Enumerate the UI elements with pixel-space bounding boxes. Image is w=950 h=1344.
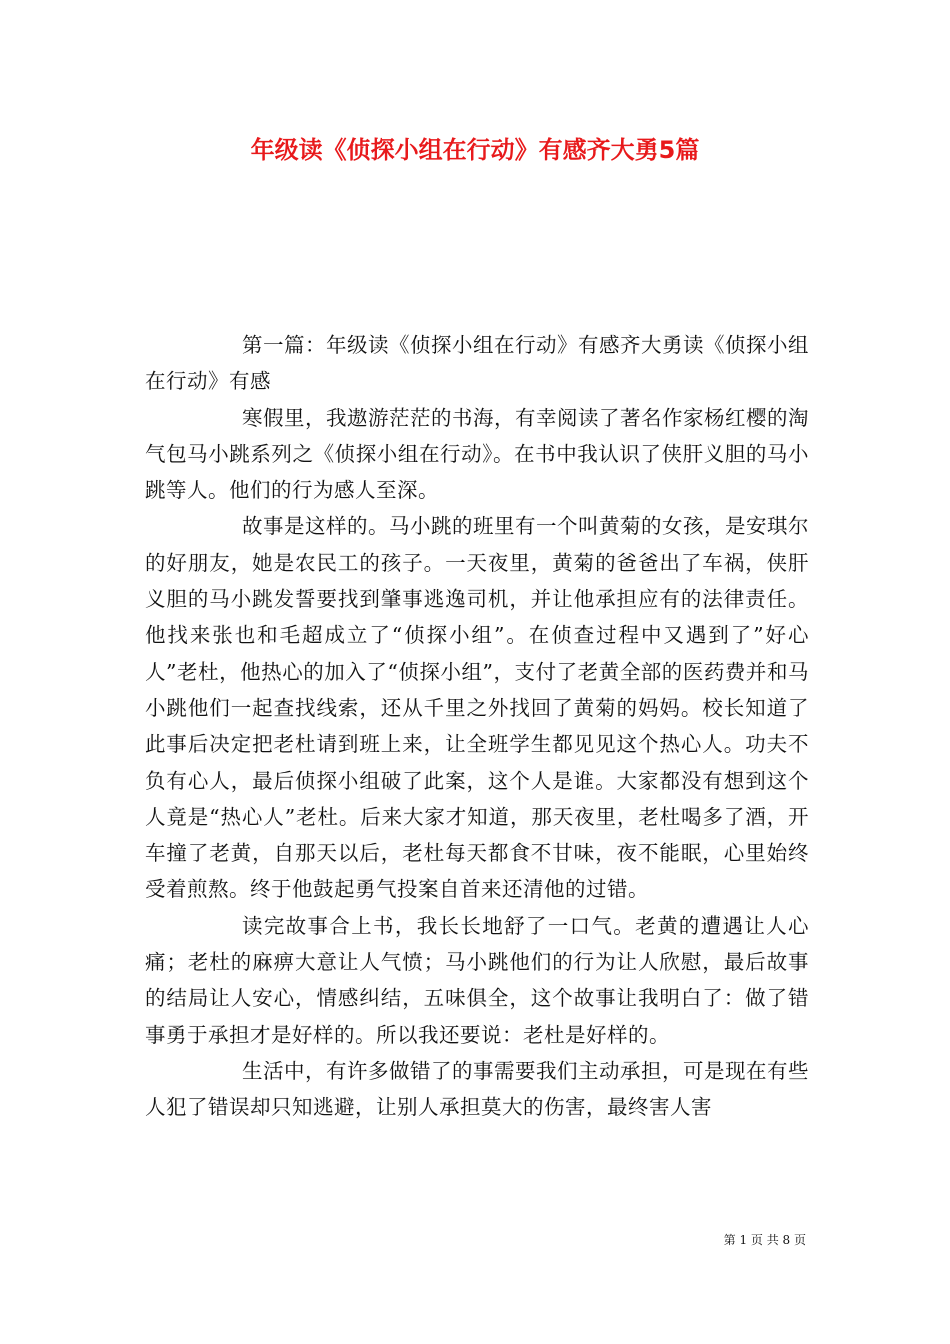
paragraph-4: 读完故事合上书，我长长地舒了一口气。老黄的遭遇让人心痛；老杜的麻痹大意让人气愤；马小跳他们的行为让人欣慰，最后故事的结局让人安心，情感纠结，五味俱全，这个故事让我明白了：做了错事勇于承担才是好样的。所以我还要说：老杜是好样的。 — [145, 913, 809, 1047]
paragraph-5: 生活中，有许多做错了的事需要我们主动承担，可是现在有些人犯了错误却只知逃避，让别人承担莫大的伤害，最终害人害 — [145, 1058, 809, 1120]
document-title: 年级读《侦探小组在行动》有感齐大勇5篇 — [250, 136, 700, 164]
paragraph-3: 故事是这样的。马小跳的班里有一个叫黄菊的女孩，是安琪尔的好朋友，她是农民工的孩子。一天夜里，黄菊的爸爸出了车祸，侠肝义胆的马小跳发誓要找到肇事逃逸司机，并让他承担应有的法律责任。他找来张也和毛超成立了“侦探小组”。在侦查过程中又遇到了”好心人”老杜，他热心的加入了“侦探小组”，支付了老黄全部的医药费并和马小跳他们一起查找线索，还从千里之外找回了黄菊的妈妈。校长知道了此事后决定把老杜请到班上来，让全班学生都见见这个热心人。功夫不负有心人，最后侦探小组破了此案，这个人是谁。大家都没有想到这个人竟是“热心人”老杜。后来大家才知道，那天夜里，老杜喝多了酒，开车撞了老黄，自那天以后，老杜每天都食不甘味，夜不能眠，心里始终受着煎熬。终于他鼓起勇气投案自首来还清他的过错。 — [145, 514, 809, 902]
paragraph-1: 第一篇：年级读《侦探小组在行动》有感齐大勇读《侦探小组在行动》有感 — [145, 333, 809, 394]
paragraph-2: 寒假里，我遨游茫茫的书海，有幸阅读了著名作家杨红樱的淘气包马小跳系列之《侦探小组在行动》。在书中我认识了侠肝义胆的马小跳等人。他们的行为感人至深。 — [145, 405, 809, 503]
page-number: 第 1 页 共 8 页 — [723, 1233, 806, 1247]
document-body — [145, 327, 809, 1126]
